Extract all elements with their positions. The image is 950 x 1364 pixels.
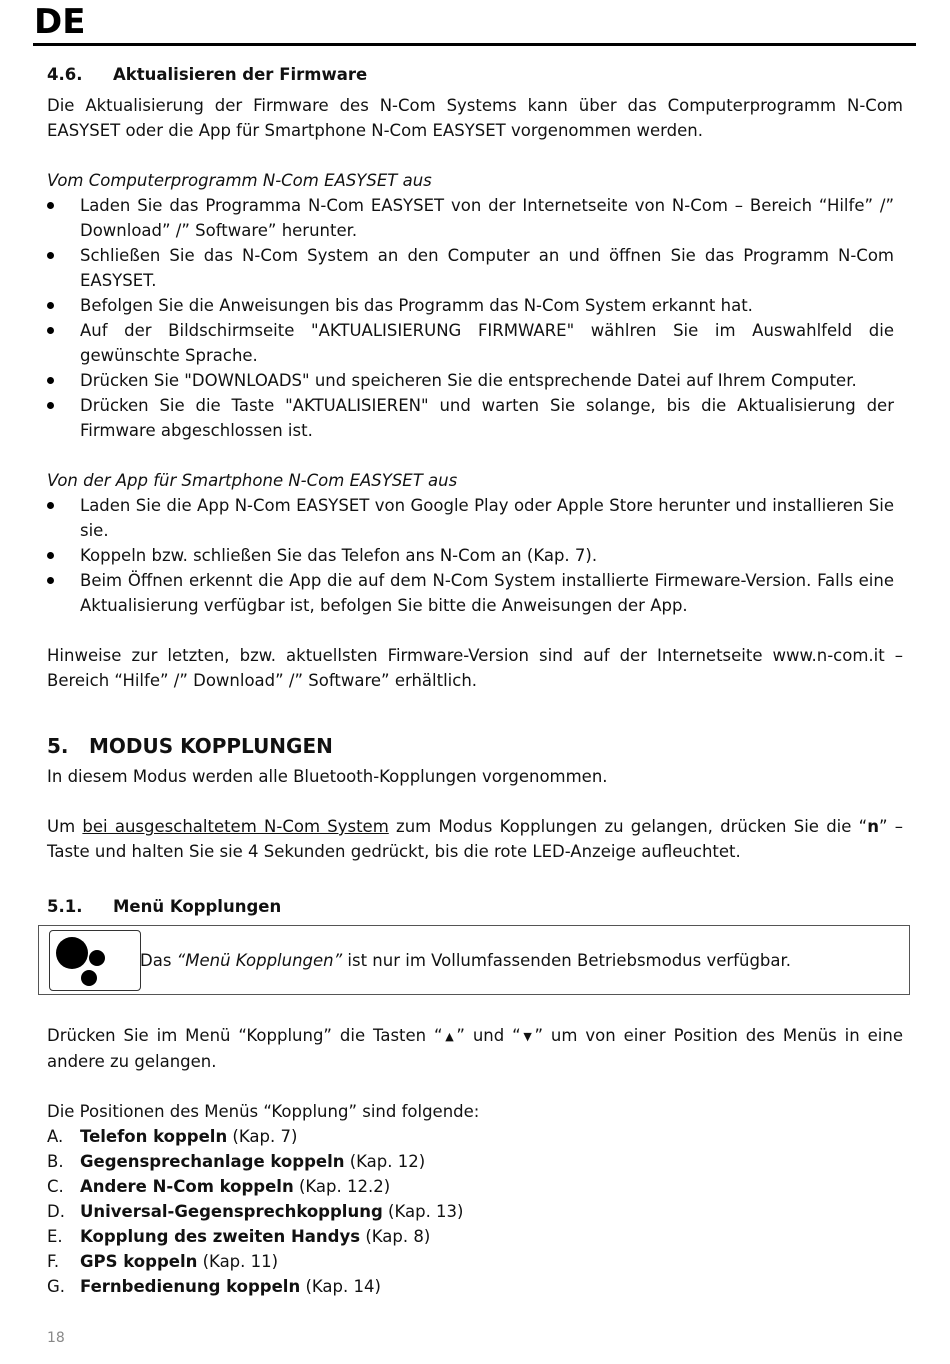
bullet-icon — [47, 252, 54, 259]
list-item-text: Befolgen Sie die Anweisungen bis das Programm das N-Com System erkannt hat. — [80, 296, 753, 315]
firmware-intro: Die Aktualisierung der Firmware des N-Com Systems kann über das Computerprogramm N-Com EASYSET oder die App für Smartphone N-Com EASYSET vorgenommen werden. — [47, 96, 903, 140]
section-number: 4.6. — [47, 65, 83, 84]
item-name: Andere N-Com koppeln — [80, 1177, 294, 1196]
note-box — [38, 925, 910, 995]
list-item — [47, 193, 894, 243]
list-item-text: Drücken Sie die Taste "AKTUALISIEREN" und warten Sie solange, bis die Aktualisierung der Firmware abgeschlossen ist. — [80, 396, 894, 440]
pairing-mode-enter — [47, 814, 903, 864]
key-n: n — [867, 817, 879, 836]
underlined-condition: bei ausgeschaltetem N-Com System — [82, 817, 389, 836]
section-title: Aktualisieren der Firmware — [113, 65, 368, 84]
list-item — [47, 543, 894, 568]
section-4-6-heading — [47, 62, 903, 87]
list-item-text: Schließen Sie das N-Com System an den Computer an und öffnen Sie das Programm N-Com EASYSET. — [80, 246, 894, 290]
operating-mode-icon — [49, 930, 141, 991]
menu-position-item — [47, 1149, 903, 1174]
item-letter: G. — [47, 1277, 66, 1296]
list-item-text: Drücken Sie "DOWNLOADS" und speicheren Sie die entsprechende Datei auf Ihrem Computer. — [80, 371, 857, 390]
down-arrow-icon: ▼ — [520, 1030, 535, 1043]
section-title: Menü Kopplungen — [113, 897, 282, 916]
item-chapter-ref: (Kap. 12.2) — [293, 1177, 391, 1196]
menu-list-intro: Die Positionen des Menüs “Kopplung” sind folgende: — [47, 1102, 480, 1121]
list-item — [47, 393, 894, 443]
list-item — [47, 318, 894, 368]
computer-subheading: Vom Computerprogramm N-Com EASYSET aus — [47, 171, 432, 190]
menu-position-item — [47, 1224, 903, 1249]
item-name: Gegensprechanlage koppeln — [80, 1152, 345, 1171]
text: Das — [140, 951, 177, 970]
pairing-mode-intro: In diesem Modus werden alle Bluetooth-Kopplungen vorgenommen. — [47, 767, 608, 786]
list-item — [47, 368, 894, 393]
app-subheading: Von der App für Smartphone N-Com EASYSET aus — [47, 471, 458, 490]
page-number: 18 — [47, 1330, 65, 1346]
up-arrow-icon: ▲ — [442, 1030, 457, 1043]
list-item — [47, 243, 894, 293]
list-item-text: Laden Sie die App N-Com EASYSET von Google Play oder Apple Store herunter und installieren Sie sie. — [80, 496, 894, 540]
bullet-icon — [47, 327, 54, 334]
item-chapter-ref: (Kap. 13) — [382, 1202, 464, 1221]
text: ” um von einer Position des Menüs in eine andere zu gelangen. — [47, 1026, 903, 1071]
text: ” – Taste und halten Sie sie 4 Sekunden gedrückt, bis die rote LED-Anzeige aufleuchtet. — [47, 817, 904, 861]
list-item — [47, 568, 894, 618]
item-letter: C. — [47, 1177, 64, 1196]
header-rule — [33, 43, 916, 46]
bullet-icon — [47, 502, 54, 509]
menu-position-item — [47, 1124, 903, 1149]
app-steps-list — [47, 493, 894, 618]
item-name: Universal-Gegensprechkopplung — [80, 1202, 383, 1221]
item-chapter-ref: (Kap. 14) — [300, 1277, 381, 1296]
menu-position-item — [47, 1249, 903, 1274]
bullet-icon — [47, 202, 54, 209]
note-text — [140, 948, 791, 973]
bullet-icon — [47, 577, 54, 584]
section-5-heading — [47, 731, 903, 761]
item-chapter-ref: (Kap. 11) — [197, 1252, 279, 1271]
section-number: 5.1. — [47, 897, 83, 916]
list-item-text: Koppeln bzw. schließen Sie das Telefon ans N-Com an (Kap. 7). — [80, 546, 598, 565]
bullet-icon — [47, 552, 54, 559]
computer-steps-list — [47, 193, 894, 443]
menu-position-item — [47, 1199, 903, 1224]
list-item — [47, 293, 894, 318]
menu-position-item — [47, 1174, 903, 1199]
text: ist nur im Vollumfassenden Betriebsmodus verfügbar. — [342, 951, 792, 970]
item-name: Kopplung des zweiten Handys — [80, 1227, 361, 1246]
item-chapter-ref: (Kap. 12) — [344, 1152, 426, 1171]
bullet-icon — [47, 377, 54, 384]
item-letter: F. — [47, 1252, 60, 1271]
menu-navigation — [47, 1023, 903, 1074]
menu-name: “Menü Kopplungen” — [176, 951, 343, 970]
item-name: Telefon koppeln — [80, 1127, 228, 1146]
language-header: DE — [34, 2, 86, 42]
bullet-icon — [47, 302, 54, 309]
section-5-1-heading — [47, 894, 903, 919]
menu-positions-list — [47, 1124, 903, 1299]
list-item-text: Beim Öffnen erkennt die App die auf dem N-Com System installierte Firmeware-Version. Falls eine Aktualisierung verfügbar ist, befolgen Sie bitte die Anweisungen der App. — [80, 571, 894, 615]
text: zum Modus Kopplungen zu gelangen, drücken Sie die “ — [388, 817, 868, 836]
item-chapter-ref: (Kap. 8) — [360, 1227, 431, 1246]
text: ” und “ — [456, 1026, 521, 1045]
item-letter: A. — [47, 1127, 64, 1146]
item-chapter-ref: (Kap. 7) — [227, 1127, 298, 1146]
section-number: 5. — [47, 734, 69, 758]
list-item — [47, 493, 894, 543]
item-letter: D. — [47, 1202, 65, 1221]
item-name: GPS koppeln — [80, 1252, 198, 1271]
firmware-footer-note: Hinweise zur letzten, bzw. aktuellsten Firmware-Version sind auf der Internetseite www.n-com.it – Bereich “Hilfe” /” Download” /” Software” erhältlich. — [47, 646, 903, 690]
page-content — [47, 62, 903, 1299]
text: Um — [47, 817, 83, 836]
menu-position-item — [47, 1274, 903, 1299]
bullet-icon — [47, 402, 54, 409]
list-item-text: Auf der Bildschirmseite "AKTUALISIERUNG FIRMWARE" wählren Sie im Auswahlfeld die gewünschte Sprache. — [80, 321, 894, 365]
text: Drücken Sie im Menü “Kopplung” die Tasten “ — [47, 1026, 443, 1045]
section-title: MODUS KOPPLUNGEN — [89, 734, 333, 758]
item-letter: E. — [47, 1227, 63, 1246]
item-name: Fernbedienung koppeln — [80, 1277, 301, 1296]
item-letter: B. — [47, 1152, 64, 1171]
list-item-text: Laden Sie das Programma N-Com EASYSET von der Internetseite von N-Com – Bereich “Hilfe” /” Download” /” Software” herunter. — [80, 196, 894, 240]
